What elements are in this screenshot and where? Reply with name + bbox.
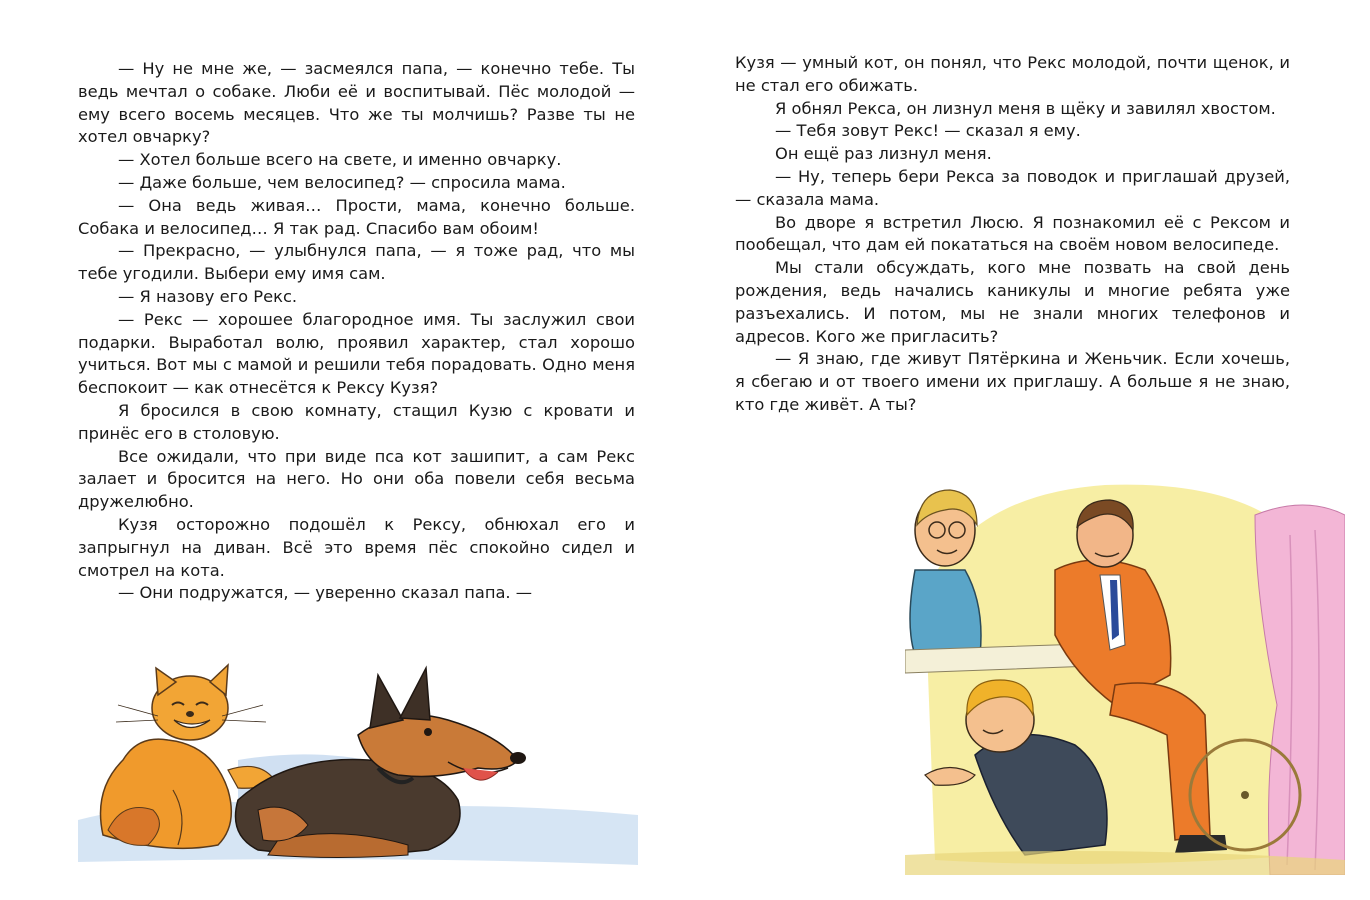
- paragraph: — Ну не мне же, — засмеялся папа, — конечно тебе. Ты ведь мечтал о собаке. Люби её и воспитывай. Пёс молодой — ему всего восемь месяцев. Что же ты молчишь? Разве ты не хотел овчарку?: [78, 59, 635, 147]
- paragraph: — Я знаю, где живут Пятёркина и Женьчик. Если хочешь, я сбегаю и от твоего имени их приглашу. А больше я не знаю, кто где живёт. А ты?: [735, 349, 1290, 414]
- paragraph: Во дворе я встретил Люсю. Я познакомил её с Рексом и пообещал, что дам ей покататься на своём новом велосипеде.: [735, 212, 1290, 255]
- paragraph: Мы стали обсуждать, кого мне позвать на свой день рождения, ведь начались каникулы и многие ребята уже разъехались. И потом, мы не знали многих телефонов и адресов. Кого же пригласить?: [735, 258, 1290, 346]
- left-page-text: [78, 58, 635, 605]
- paragraph: Я обнял Рекса, он лизнул меня в щёку и завилял хвостом.: [775, 98, 1276, 118]
- paragraph: — Даже больше, чем велосипед? — спросила мама.: [118, 172, 566, 192]
- paragraph: Я бросился в свою комнату, стащил Кузю с кровати и принёс его в столовую.: [78, 400, 635, 443]
- paragraph: Все ожидали, что при виде пса кот зашипит, а сам Рекс залает и бросится на него. Но они оба повели себя весьма дружелюбно.: [78, 446, 635, 512]
- paragraph: Кузя — умный кот, он понял, что Рекс молодой, почти щенок, и не стал его обижать.: [735, 53, 1290, 95]
- paragraph: — Я назову его Рекс.: [118, 286, 298, 306]
- paragraph: — Она ведь живая… Прости, мама, конечно больше. Собака и велосипед… Я так рад. Спасибо вам обоим!: [78, 195, 635, 238]
- right-page-text: [735, 52, 1290, 417]
- paragraph: — Хотел больше всего на свете, и именно овчарку.: [118, 150, 562, 170]
- cat-and-dog-illustration: [78, 650, 638, 870]
- paragraph: — Они подружатся, — уверенно сказал папа. —: [118, 583, 533, 603]
- paragraph: — Рекс — хорошее благородное имя. Ты заслужил свои подарки. Выработал волю, проявил характер, стал хорошо учиться. Вот мы с мамой и решили тебя порадовать. Одно меня беспокоит — как отнесётся к Рексу Кузя?: [78, 309, 635, 398]
- right-page: [685, 0, 1370, 900]
- paragraph: Кузя осторожно подошёл к Рексу, обнюхал его и запрыгнул на диван. Всё это время пёс спокойно сидел и смотрел на кота.: [78, 514, 635, 580]
- family-scene-illustration: [905, 475, 1345, 875]
- paragraph: — Тебя зовут Рекс! — сказал я ему.: [775, 121, 1081, 141]
- paragraph: Он ещё раз лизнул меня.: [775, 144, 992, 164]
- paragraph: — Ну, теперь бери Рекса за поводок и приглашай друзей, — сказала мама.: [735, 166, 1290, 209]
- paragraph: — Прекрасно, — улыбнулся папа, — я тоже рад, что мы тебе угодили. Выбери ему имя сам.: [78, 241, 635, 284]
